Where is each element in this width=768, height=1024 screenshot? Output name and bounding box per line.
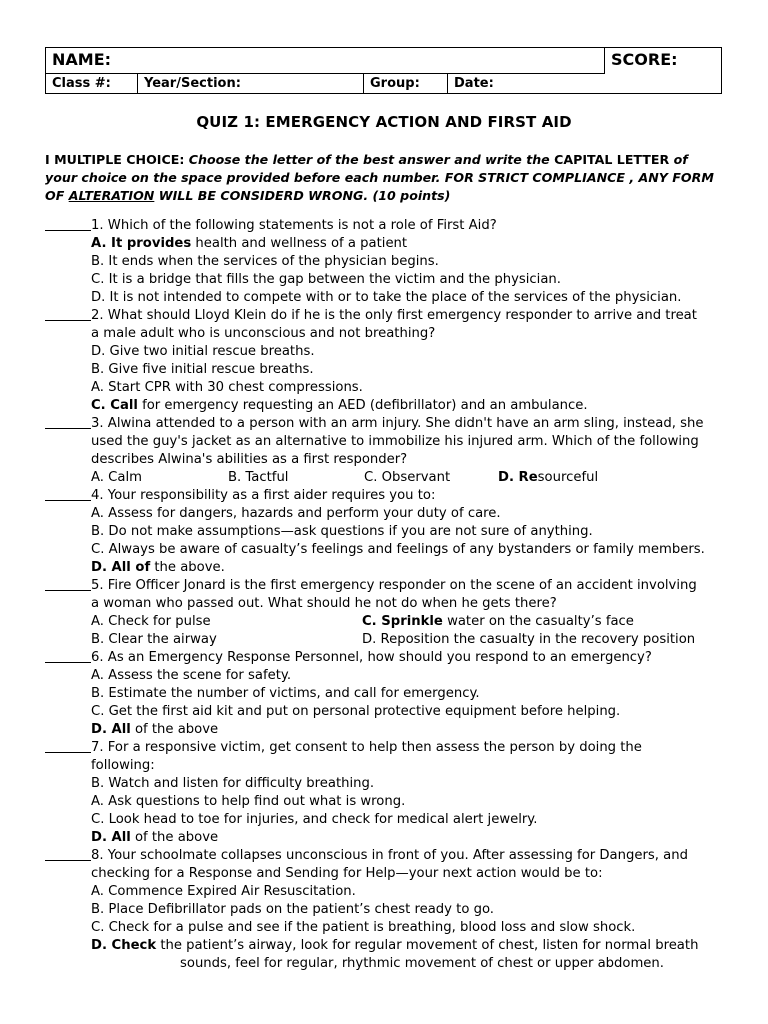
question-number: 7. — [91, 740, 104, 755]
option — [45, 361, 735, 379]
option — [45, 793, 735, 811]
answer-blank[interactable] — [45, 739, 91, 753]
option-text: of the above — [130, 830, 219, 845]
option — [45, 811, 735, 829]
answer-blank[interactable] — [45, 217, 91, 231]
question-stem: Your responsibility as a first aider requires you to: — [107, 488, 436, 503]
score-field[interactable] — [605, 48, 721, 93]
question-2 — [45, 307, 735, 325]
option-bold: D. Re — [498, 470, 538, 485]
option — [45, 829, 735, 847]
option-text: B. Estimate the number of victims, and call for emergency. — [91, 686, 480, 701]
option-b: B. Tactful — [228, 470, 289, 485]
group-label: Group: — [370, 76, 420, 91]
option-text: health and wellness of a patient — [191, 236, 408, 251]
option-text: C. Check for a pulse and see if the patient is breathing, blood loss and slow shock. — [91, 920, 636, 935]
quiz-title: QUIZ 1: EMERGENCY ACTION AND FIRST AID — [196, 113, 572, 131]
option-d — [498, 469, 598, 487]
option-text: B. Watch and listen for difficulty breathing. — [91, 776, 375, 791]
instructions — [45, 151, 723, 205]
answer-blank[interactable] — [45, 847, 91, 861]
group-field[interactable] — [364, 74, 448, 93]
question-stem-cont: describes Alwina's abilities as a first responder? — [91, 452, 408, 467]
instr-text-4: WILL BE CONSIDERD WRONG — [154, 188, 364, 203]
instr-text-1: Choose the letter of the best answer and write the — [188, 152, 555, 167]
question-number: 8. — [91, 848, 104, 863]
year-section-label: Year/Section: — [144, 76, 241, 91]
option — [45, 505, 735, 523]
instr-colon: : — [179, 152, 189, 167]
option-row — [45, 613, 735, 631]
option-text: A. Commence Expired Air Resuscitation. — [91, 884, 356, 899]
option-bold: C. Call — [91, 398, 138, 413]
question-3 — [45, 415, 735, 433]
option-c: C. Observant — [364, 470, 451, 485]
question-stem-cont: following: — [91, 758, 155, 773]
option — [45, 937, 735, 955]
question-8 — [45, 847, 735, 865]
option — [45, 253, 735, 271]
question-6 — [45, 649, 735, 667]
option — [45, 541, 735, 559]
option-text: the above. — [150, 560, 225, 575]
option — [45, 379, 735, 397]
option-text: B. Place Defibrillator pads on the patient’s chest ready to go. — [91, 902, 494, 917]
instr-capital-letter: CAPITAL LETTER — [554, 152, 670, 167]
class-number-field[interactable] — [46, 74, 138, 93]
option-text: D. Give two initial rescue breaths. — [91, 344, 315, 359]
option-bold: D. All — [91, 830, 131, 845]
question-stem: Which of the following statements is not a role of First Aid? — [107, 218, 497, 233]
option-text: of the above — [130, 722, 219, 737]
option — [45, 775, 735, 793]
question-4 — [45, 487, 735, 505]
option — [45, 703, 735, 721]
option-text: sourceful — [537, 470, 599, 485]
year-section-field[interactable] — [138, 74, 364, 93]
option — [45, 901, 735, 919]
instr-alteration: ALTERATION — [68, 188, 155, 203]
option — [45, 289, 735, 307]
instr-text-3: . FOR STRICT COMPLIANCE , ANY FORM OF — [45, 170, 714, 203]
answer-blank[interactable] — [45, 307, 91, 321]
question-stem-cont: a woman who passed out. What should he not do when he gets there? — [91, 596, 557, 611]
option-a: A. Calm — [91, 470, 142, 485]
option — [45, 559, 735, 577]
option-text: C. Always be aware of casualty’s feelings and feelings of any bystanders or family members. — [91, 542, 705, 557]
option-b: B. Clear the airway — [91, 632, 217, 647]
option-text: B. Do not make assumptions—ask questions if you are not sure of anything. — [91, 524, 593, 539]
part-label: I MULTIPLE CHOICE — [45, 152, 180, 167]
answer-blank[interactable] — [45, 487, 91, 501]
option — [45, 667, 735, 685]
option-text: C. It is a bridge that fills the gap between the victim and the physician. — [91, 272, 561, 287]
option-text: C. Look head to toe for injuries, and check for medical alert jewelry. — [91, 812, 538, 827]
option — [45, 235, 735, 253]
name-field[interactable] — [46, 48, 605, 74]
question-stem-cont: checking for a Response and Sending for Help—your next action would be to: — [91, 866, 603, 881]
option-text: A. Assess the scene for safety. — [91, 668, 292, 683]
option-text: for emergency requesting an AED (defibrillator) and an ambulance. — [137, 398, 588, 413]
question-5 — [45, 577, 735, 595]
option-row — [45, 469, 735, 487]
option-text: the patient’s airway, look for regular movement of chest, listen for normal breath — [156, 938, 699, 953]
option-row — [45, 631, 735, 649]
option — [45, 523, 735, 541]
option-d: D. Reposition the casualty in the recovery position — [362, 632, 696, 647]
option-bold: D. All — [91, 722, 131, 737]
option-bold: D. Check — [91, 938, 157, 953]
option-text: B. Give five initial rescue breaths. — [91, 362, 314, 377]
name-label: NAME: — [52, 50, 112, 69]
option — [45, 883, 735, 901]
option-text: A. Assess for dangers, hazards and perform your duty of care. — [91, 506, 501, 521]
question-stem: As an Emergency Response Personnel, how should you respond to an emergency? — [107, 650, 652, 665]
option — [45, 271, 735, 289]
answer-blank[interactable] — [45, 649, 91, 663]
question-number: 2. — [91, 308, 104, 323]
answer-blank[interactable] — [45, 415, 91, 429]
option-text: water on the casualty’s face — [442, 614, 634, 629]
question-number: 5. — [91, 578, 104, 593]
option — [45, 343, 735, 361]
question-stem: What should Lloyd Klein do if he is the only first emergency responder to arrive and treat — [107, 308, 697, 323]
option-a: A. Check for pulse — [91, 614, 211, 629]
instr-text-2: of your choice on the space provided before each number — [45, 152, 688, 185]
question-1 — [45, 217, 735, 235]
question-number: 6. — [91, 650, 104, 665]
question-number: 4. — [91, 488, 104, 503]
option-text: C. Get the first aid kit and put on personal protective equipment before helping. — [91, 704, 621, 719]
option-text: D. It is not intended to compete with or to take the place of the services of the physician. — [91, 290, 682, 305]
option-bold: C. Sprinkle — [362, 614, 443, 629]
question-stem: Your schoolmate collapses unconscious in front of you. After assessing for Dangers, and — [107, 848, 688, 863]
student-info-table — [45, 47, 722, 94]
option-text-cont: sounds, feel for regular, rhythmic movement of chest or upper abdomen. — [180, 956, 664, 971]
question-number: 1. — [91, 218, 104, 233]
date-label: Date: — [454, 76, 494, 91]
option-text: A. Ask questions to help find out what is wrong. — [91, 794, 406, 809]
instr-text-5: . (10 points) — [363, 188, 451, 203]
question-number: 3. — [91, 416, 104, 431]
score-label: SCORE: — [611, 50, 678, 69]
class-number-label: Class #: — [52, 76, 111, 91]
option-c — [362, 613, 634, 631]
option-text: A. Start CPR with 30 chest compressions. — [91, 380, 363, 395]
question-stem-cont: used the guy's jacket as an alternative to immobilize his injured arm. Which of the following — [91, 434, 699, 449]
option — [45, 919, 735, 937]
question-list — [45, 217, 735, 973]
question-stem: Fire Officer Jonard is the first emergency responder on the scene of an accident involving — [107, 578, 697, 593]
option — [45, 685, 735, 703]
answer-blank[interactable] — [45, 577, 91, 591]
option — [45, 721, 735, 739]
question-stem: Alwina attended to a person with an arm injury. She didn't have an arm sling, instead, she — [107, 416, 704, 431]
question-stem: For a responsive victim, get consent to help then assess the person by doing the — [107, 740, 642, 755]
option — [45, 397, 735, 415]
question-7 — [45, 739, 735, 757]
question-stem-cont: a male adult who is unconscious and not breathing? — [91, 326, 436, 341]
option-bold: A. It provides — [91, 236, 192, 251]
option-bold: D. All of — [91, 560, 151, 575]
option-text: B. It ends when the services of the physician begins. — [91, 254, 439, 269]
date-field[interactable] — [448, 74, 605, 93]
